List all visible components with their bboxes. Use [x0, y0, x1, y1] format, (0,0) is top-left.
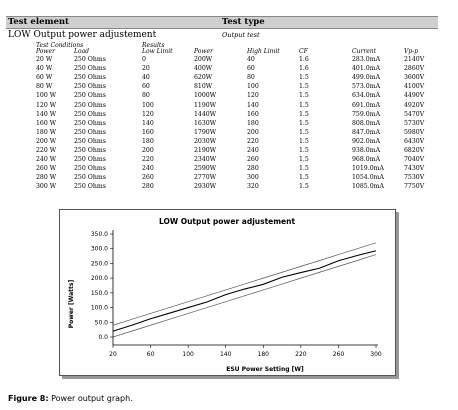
table-cell: 2190W [194, 147, 217, 154]
table-cell: 250 Ohms [74, 128, 106, 136]
x-axis-label: ESU Power Setting [W] [226, 366, 304, 373]
table-cell: 5980V [404, 128, 425, 136]
table-cell: 401.0mA [352, 65, 381, 73]
table-cell: 1.5 [299, 110, 309, 118]
table-cell: 250 Ohms [74, 137, 106, 145]
table-cell: 0 [142, 56, 146, 63]
figure-label: Figure 8: [8, 394, 49, 403]
table-cell: 300 W [36, 183, 57, 191]
low-limit-line [113, 255, 376, 337]
table-cell: 1.6 [299, 56, 309, 63]
table-cell: 100 W [36, 92, 57, 100]
table-cell: 968.0mA [352, 156, 381, 164]
high-limit-line [113, 243, 376, 325]
column-header: CF [299, 48, 308, 55]
test-type-value: Output test [222, 31, 260, 39]
table-cell: 2930W [194, 183, 217, 191]
table-cell: 240 [247, 147, 259, 154]
table-cell: 1085.0mA [352, 183, 384, 191]
column-header: High Limit [247, 48, 280, 55]
table-cell: 260 [247, 156, 259, 164]
x-tick-label: 300 [370, 351, 382, 358]
y-tick-label: 200.0 [90, 275, 108, 283]
table-cell: 180 [142, 137, 154, 145]
table-cell: 1054.0mA [352, 174, 384, 182]
table-cell: 250 Ohms [74, 119, 106, 127]
x-tick-label: 140 [219, 351, 232, 358]
table-cell: 847.0mA [352, 128, 381, 136]
table-cell: 20 [142, 65, 150, 73]
table-cell: 7040V [404, 156, 425, 164]
x-tick-label: 60 [146, 351, 155, 358]
table-cell: 759.0mA [352, 110, 381, 118]
table-cell: 250 Ohms [74, 110, 106, 118]
table-cell: 250 Ohms [74, 183, 106, 191]
table-cell: 1.5 [299, 147, 309, 154]
table-cell: 1.5 [299, 128, 309, 136]
table-cell: 60 [142, 83, 150, 91]
x-tick-label: 20 [109, 351, 117, 358]
table-cell: 2030W [194, 137, 217, 145]
table-cell: 160 W [36, 119, 57, 127]
table-cell: 902.0mA [352, 137, 381, 145]
table-cell: 120 [142, 110, 154, 118]
table-cell: 40 [142, 74, 150, 82]
table-cell: 7430V [404, 165, 425, 173]
y-tick-label: 150.0 [90, 289, 108, 297]
column-header: Current [352, 48, 377, 55]
table-cell: 250 Ohms [74, 165, 106, 173]
table-cell: 250 Ohms [74, 83, 106, 91]
table-cell: 250 Ohms [74, 147, 106, 154]
table-cell: 40 W [36, 65, 53, 73]
column-header: Power [36, 48, 55, 55]
table-cell: 180 [247, 119, 259, 127]
table-cell: 1.5 [299, 165, 309, 173]
table-cell: 60 W [36, 74, 53, 82]
table-cell: 1.5 [299, 119, 309, 127]
table-cell: 300 [247, 174, 259, 182]
y-tick-label: 300.0 [90, 245, 108, 253]
table-cell: 4100V [404, 83, 425, 91]
figure-caption [8, 394, 133, 403]
table-cell: 1.5 [299, 183, 309, 191]
y-axis-label: Power [Watts] [68, 279, 75, 329]
table-cell: 4920V [404, 101, 425, 109]
table-cell: 7530V [404, 174, 425, 182]
table-cell: 100 [247, 83, 259, 91]
table-cell: 200 W [36, 137, 57, 145]
table-cell: 160 [142, 128, 154, 136]
table-cell: 691.0mA [352, 101, 381, 109]
table-cell: 1.5 [299, 101, 309, 109]
table-cell: 7750V [404, 183, 425, 191]
table-cell: 1440W [194, 110, 217, 118]
test-subtitle: LOW Output power adjustement [8, 30, 157, 40]
table-cell: 1.5 [299, 137, 309, 145]
table-cell: 1.5 [299, 74, 309, 82]
table-cell: 1000W [194, 92, 217, 100]
table-cell: 80 [247, 74, 255, 82]
table-cell: 4490V [404, 92, 425, 100]
table-cell: 283.0mA [352, 56, 381, 63]
table-cell: 5470V [404, 110, 425, 118]
table-cell: 6820V [404, 147, 425, 154]
table-cell: 1190W [194, 101, 217, 109]
table-cell: 260 [142, 174, 154, 182]
table-cell: 280 [142, 183, 154, 191]
table-cell: 250 Ohms [74, 92, 106, 100]
table-cell: 938.0mA [352, 147, 381, 154]
table-cell: 200W [194, 56, 213, 63]
table-cell: 240 W [36, 156, 57, 164]
table-cell: 20 W [36, 56, 53, 63]
table-cell: 200 [247, 128, 259, 136]
table-cell: 5730V [404, 119, 425, 127]
table-cell: 250 Ohms [74, 101, 106, 109]
table-cell: 620W [194, 74, 213, 82]
table-cell: 160 [247, 110, 259, 118]
column-header: Power [194, 48, 213, 55]
table-cell: 573.0mA [352, 83, 381, 91]
x-tick-label: 100 [182, 351, 194, 358]
table-cell: 400W [194, 65, 213, 73]
table-cell: 200 [142, 147, 154, 154]
table-cell: 1.5 [299, 83, 309, 91]
table-cell: 120 W [36, 101, 57, 109]
table-cell: 1019.0mA [352, 165, 384, 173]
table-cell: 250 Ohms [74, 156, 106, 164]
x-tick-label: 180 [257, 351, 270, 358]
table-cell: 810W [194, 83, 213, 91]
table-cell: 180 W [36, 128, 57, 136]
y-tick-label: 0.0 [98, 334, 108, 341]
table-cell: 120 [247, 92, 259, 100]
table-cell: 2340W [194, 156, 217, 164]
table-cell: 280 W [36, 174, 57, 182]
table-cell: 140 [142, 119, 154, 127]
column-header: Low Limit [142, 48, 173, 55]
table-cell: 80 [142, 92, 150, 100]
table-cell: 280 [247, 165, 259, 173]
table-cell: 499.0mA [352, 74, 381, 82]
results-group-header: Results [142, 42, 165, 49]
table-cell: 2860V [404, 65, 425, 73]
table-cell: 100 [142, 101, 154, 109]
table-cell: 40 [247, 56, 255, 63]
y-tick-label: 350.0 [90, 231, 108, 238]
table-cell: 60 [247, 65, 255, 73]
table-cell: 1.5 [299, 92, 309, 100]
table-cell: 260 W [36, 165, 57, 173]
y-tick-label: 250.0 [90, 260, 108, 268]
table-cell: 808.0mA [352, 119, 381, 127]
table-cell: 250 Ohms [74, 65, 106, 73]
measured-power-line [113, 251, 376, 331]
chart-series [113, 243, 376, 337]
table-cell: 1790W [194, 128, 217, 136]
power-output-chart [60, 210, 395, 375]
table-cell: 320 [247, 183, 259, 191]
table-cell: 140 [247, 101, 259, 109]
test-element-heading: Test element [8, 17, 69, 27]
table-cell: 140 W [36, 110, 57, 118]
table-cell: 3600V [404, 74, 425, 82]
x-tick-label: 220 [295, 351, 307, 358]
table-cell: 80 W [36, 83, 53, 91]
table-cell: 2590W [194, 165, 217, 173]
y-tick-label: 100.0 [90, 304, 108, 312]
table-cell: 250 Ohms [74, 56, 106, 63]
table-cell: 250 Ohms [74, 174, 106, 182]
table-cell: 1630W [194, 119, 217, 127]
test-type-heading: Test type [222, 17, 265, 27]
figure-caption-text: Power output graph. [48, 394, 133, 403]
conditions-group-header: Test Conditions [36, 42, 84, 49]
column-header: Vp-p [404, 48, 419, 55]
table-cell: 220 [247, 137, 259, 145]
chart-axes [91, 230, 382, 358]
table-cell: 634.0mA [352, 92, 381, 100]
x-tick-label: 260 [332, 351, 345, 358]
y-tick-label: 50.0 [94, 319, 108, 327]
table-cell: 250 Ohms [74, 74, 106, 82]
table-cell: 1.5 [299, 174, 309, 182]
table-cell: 240 [142, 165, 154, 173]
chart-panel [59, 209, 396, 376]
table-cell: 220 [142, 156, 154, 164]
chart-title: LOW Output power adjustement [158, 217, 296, 226]
table-cell: 1.6 [299, 65, 309, 73]
table-cell: 2770W [194, 174, 217, 182]
column-header: Load [74, 48, 90, 55]
table-cell: 2140V [404, 56, 425, 63]
table-cell: 1.5 [299, 156, 309, 164]
table-cell: 6430V [404, 137, 425, 145]
table-cell: 220 W [36, 147, 57, 154]
